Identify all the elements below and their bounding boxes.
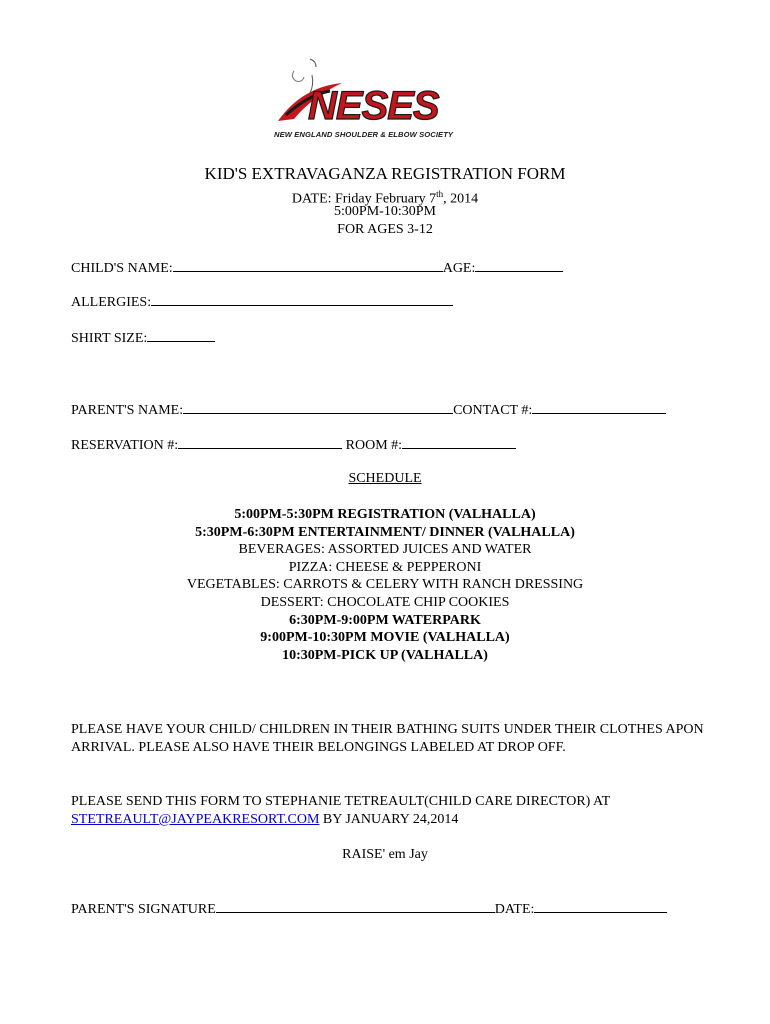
schedule-item: VEGETABLES: CARROTS & CELERY WITH RANCH DRESSING	[186, 577, 584, 593]
schedule-item: DESSERT: CHOCOLATE CHIP COOKIES	[260, 594, 510, 610]
child-name-field[interactable]	[173, 259, 443, 272]
bathing-suit-note: PLEASE HAVE YOUR CHILD/ CHILDREN IN THEIR BATHING SUITS UNDER THEIR CLOTHES APON ARRIVAL. PLEASE ALSO HAVE THEIR BELONGINGS LABELED AT DROP OFF.	[71, 722, 704, 755]
send-form-note	[71, 793, 711, 829]
form-title: KID'S EXTRAVAGANZA REGISTRATION FORM	[204, 164, 566, 183]
event-ages: FOR AGES 3-12	[337, 222, 433, 237]
schedule-heading: SCHEDULE	[348, 471, 422, 486]
schedule-item: 6:30PM-9:00PM WATERPARK	[289, 612, 481, 628]
contact-field[interactable]	[532, 401, 666, 414]
allergies-field[interactable]	[151, 293, 453, 306]
send-form-text: PLEASE SEND THIS FORM TO STEPHANIE TETREAULT(CHILD CARE DIRECTOR) AT	[71, 794, 611, 809]
logo-tagline: NEW ENGLAND SHOULDER & ELBOW SOCIETY	[274, 130, 454, 139]
signature-row	[71, 900, 667, 918]
parent-signature-label: PARENT'S SIGNATURE	[71, 902, 216, 917]
contact-label: CONTACT #:	[453, 403, 533, 418]
slogan: RAISE' em Jay	[342, 847, 428, 862]
room-label: ROOM #:	[345, 438, 403, 453]
parent-name-label: PARENT'S NAME:	[71, 403, 184, 418]
neses-logo-graphic	[272, 55, 482, 133]
parent-name-row	[71, 401, 666, 419]
signature-date-field[interactable]	[534, 900, 667, 913]
reservation-field[interactable]	[178, 436, 342, 449]
schedule-item: 5:00PM-5:30PM REGISTRATION (VALHALLA)	[234, 507, 536, 522]
allergies-row	[71, 293, 453, 311]
parent-signature-field[interactable]	[216, 900, 495, 913]
child-name-label: CHILD'S NAME:	[71, 261, 173, 276]
event-date: DATE: Friday February 7th, 2014	[291, 189, 479, 207]
schedule-item: BEVERAGES: ASSORTED JUICES AND WATER	[238, 542, 532, 558]
age-field[interactable]	[475, 259, 563, 272]
child-name-row	[71, 259, 563, 277]
reservation-label: RESERVATION #:	[71, 438, 179, 453]
schedule-item: 10:30PM-PICK UP (VALHALLA)	[282, 647, 488, 663]
schedule-item: PIZZA: CHEESE & PEPPERONI	[288, 559, 482, 575]
shirt-size-field[interactable]	[147, 329, 215, 342]
parent-name-field[interactable]	[183, 401, 453, 414]
signature-date-label: DATE:	[494, 902, 535, 917]
schedule-item: 5:30PM-6:30PM ENTERTAINMENT/ DINNER (VALHALLA)	[195, 524, 575, 540]
neses-logo	[272, 55, 482, 143]
schedule-list	[0, 506, 770, 664]
shirt-size-label: SHIRT SIZE:	[71, 331, 148, 346]
allergies-label: ALLERGIES:	[71, 295, 152, 310]
room-field[interactable]	[402, 436, 516, 449]
reservation-row	[71, 436, 516, 454]
logo-wordmark: NESES	[308, 84, 439, 128]
age-label: AGE:	[442, 261, 476, 276]
event-time: 5:00PM-10:30PM	[334, 204, 436, 219]
director-email-link[interactable]: STETREAULT@JAYPEAKRESORT.COM	[71, 812, 320, 827]
deadline-text: BY JANUARY 24,2014	[319, 812, 459, 827]
shirt-size-row	[71, 329, 215, 347]
schedule-item: 9:00PM-10:30PM MOVIE (VALHALLA)	[260, 630, 510, 646]
